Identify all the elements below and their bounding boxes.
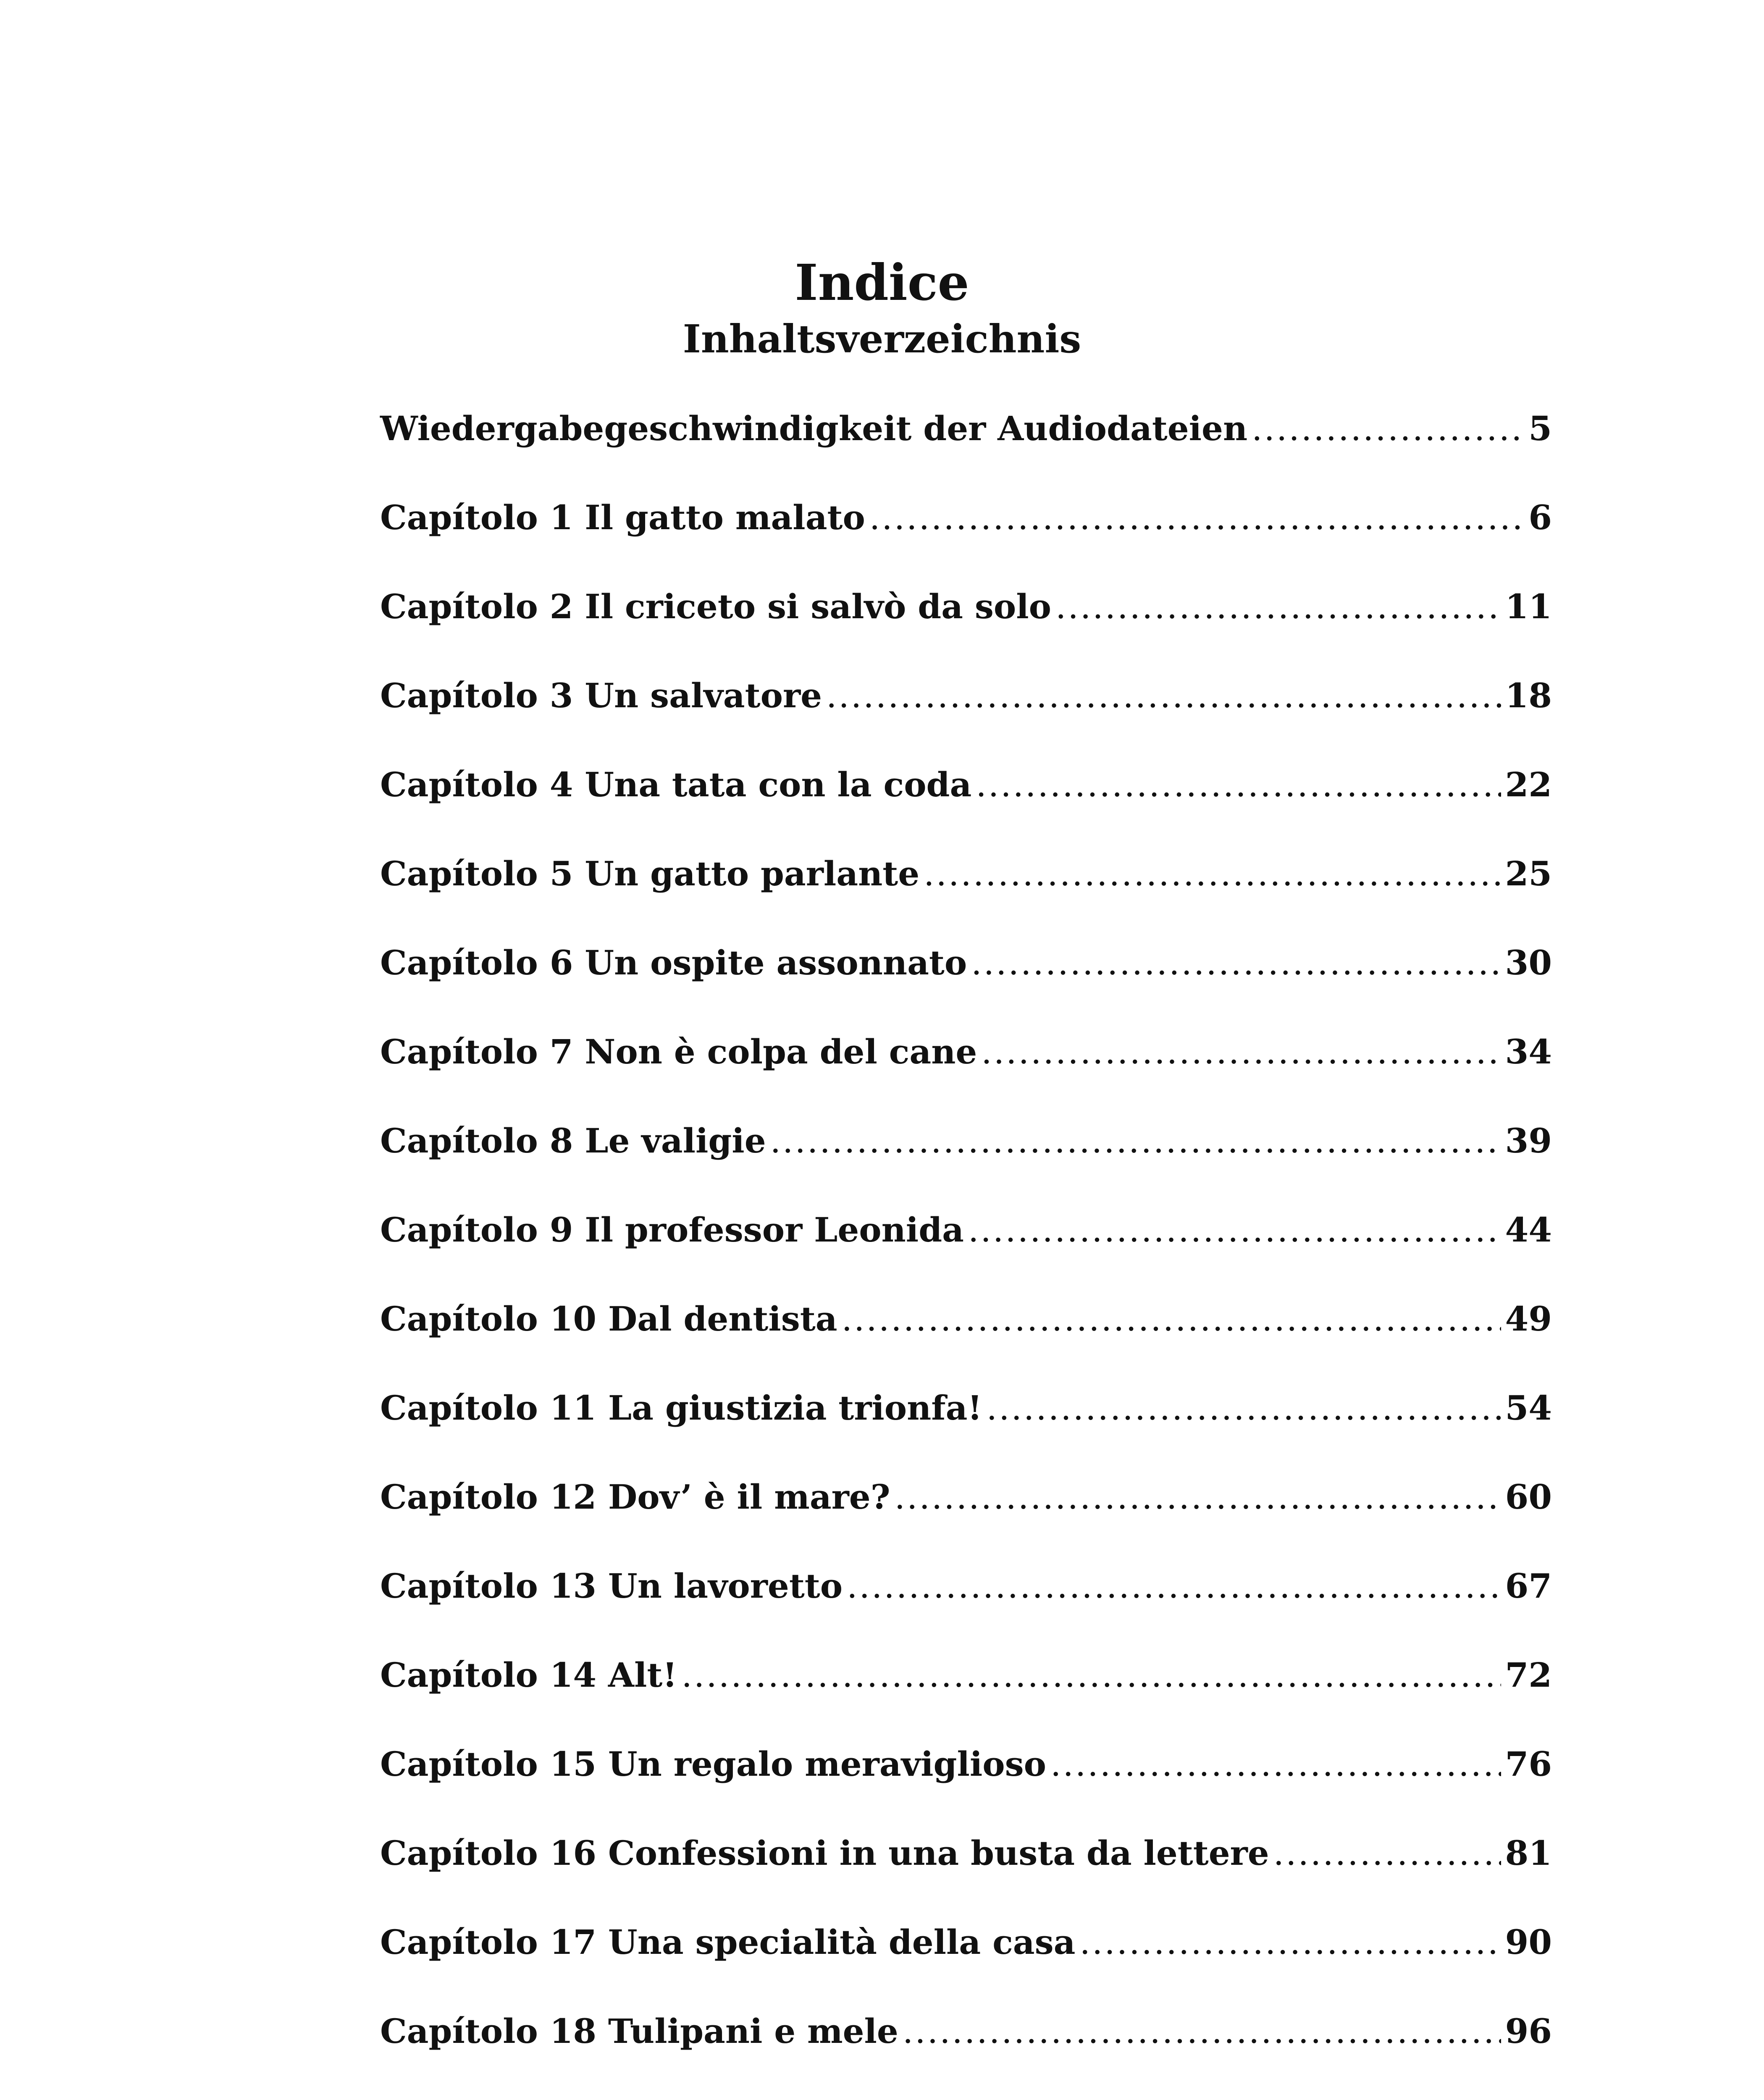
toc-entry[interactable] xyxy=(380,403,1552,492)
toc-entry[interactable] xyxy=(380,492,1552,581)
toc-entry-label: Capítolo 13 Un lavoretto xyxy=(380,1566,843,1606)
toc-entry-page xyxy=(1482,2095,1552,2100)
toc-entry-label: Capítolo 12 Dov’ è il mare? xyxy=(380,1477,890,1517)
toc-entry[interactable] xyxy=(380,2095,1552,2100)
toc-entry-label xyxy=(380,2095,707,2100)
toc-entry[interactable] xyxy=(380,1294,1552,1383)
page-subtitle: Inhaltsverzeichnis xyxy=(682,316,1082,362)
toc-entry-label: Capítolo 18 Tulipani e mele xyxy=(380,2011,898,2051)
toc-entry-page: 25 xyxy=(1505,854,1552,893)
toc-entry-page: 81 xyxy=(1505,1833,1552,1873)
toc-entry[interactable] xyxy=(380,1116,1552,1205)
toc-leader-dots xyxy=(1273,1828,1501,1879)
toc-entry-label: Capítolo 11 La giustizia trionfa! xyxy=(380,1388,982,1428)
toc-leader-dots xyxy=(869,493,1524,543)
toc-entry-page: 5 xyxy=(1528,409,1552,448)
toc-entry[interactable] xyxy=(380,1472,1552,1561)
toc-entry-label: Capítolo 8 Le valigie xyxy=(380,1121,766,1160)
toc-entry-page: 39 xyxy=(1505,1121,1552,1160)
toc-leader-dots xyxy=(1252,404,1524,454)
toc-leader-dots xyxy=(681,1650,1501,1701)
toc-entry-label: Capítolo 15 Un regalo meraviglioso xyxy=(380,1744,1047,1784)
toc-entry-label: Capítolo 4 Una tata con la coda xyxy=(380,765,972,804)
toc-entry-page: 49 xyxy=(1505,1299,1552,1339)
toc-leader-dots xyxy=(711,2095,1478,2100)
toc-entry-page: 22 xyxy=(1505,765,1552,804)
page-title: Indice xyxy=(795,253,969,312)
toc-entry-page: 11 xyxy=(1505,587,1552,626)
toc-entry[interactable] xyxy=(380,848,1552,937)
toc-entry-page: 67 xyxy=(1505,1566,1552,1606)
toc-entry-label: Capítolo 16 Confessioni in una busta da lettere xyxy=(380,1833,1269,1873)
toc-entry-page: 18 xyxy=(1505,676,1552,715)
toc-entry-label: Capítolo 7 Non è colpa del cane xyxy=(380,1032,977,1071)
toc-leader-dots xyxy=(903,2006,1501,2057)
toc-entry-label: Capítolo 17 Una specialità della casa xyxy=(380,1922,1076,1962)
toc-leader-dots xyxy=(1050,1739,1501,1790)
toc-leader-dots xyxy=(826,671,1501,721)
toc-leader-dots xyxy=(1080,1917,1501,1968)
toc-leader-dots xyxy=(987,1383,1501,1433)
toc-leader-dots xyxy=(976,760,1501,810)
toc-entry-label: Capítolo 5 Un gatto parlante xyxy=(380,854,920,893)
toc-entry-page: 6 xyxy=(1528,498,1552,537)
table-of-contents xyxy=(380,403,1552,2100)
toc-entry-page: 54 xyxy=(1505,1388,1552,1428)
toc-entry[interactable] xyxy=(380,1739,1552,1828)
toc-entry-label: Capítolo 3 Un salvatore xyxy=(380,676,822,715)
toc-entry-label: Capítolo 1 Il gatto malato xyxy=(380,498,865,537)
toc-entry-page: 44 xyxy=(1505,1210,1552,1250)
toc-entry[interactable] xyxy=(380,1205,1552,1294)
toc-entry[interactable] xyxy=(380,1383,1552,1472)
toc-entry[interactable] xyxy=(380,1828,1552,1917)
toc-entry[interactable] xyxy=(380,937,1552,1026)
toc-entry[interactable] xyxy=(380,1650,1552,1739)
toc-entry[interactable] xyxy=(380,759,1552,848)
toc-entry[interactable] xyxy=(380,1026,1552,1116)
toc-entry-page: 60 xyxy=(1505,1477,1552,1517)
toc-entry[interactable] xyxy=(380,1917,1552,2006)
toc-entry-label: Capítolo 14 Alt! xyxy=(380,1655,677,1695)
toc-entry-page: 76 xyxy=(1505,1744,1552,1784)
toc-entry-label: Capítolo 10 Dal dentista xyxy=(380,1299,837,1339)
toc-entry-page: 34 xyxy=(1505,1032,1552,1071)
toc-leader-dots xyxy=(770,1116,1501,1166)
toc-entry-page: 96 xyxy=(1505,2011,1552,2051)
toc-entry[interactable] xyxy=(380,581,1552,670)
toc-entry-page: 90 xyxy=(1505,1922,1552,1962)
toc-leader-dots xyxy=(924,849,1501,899)
toc-entry-label: Capítolo 9 Il professor Leonida xyxy=(380,1210,964,1250)
toc-entry[interactable] xyxy=(380,2006,1552,2095)
toc-leader-dots xyxy=(968,1205,1501,1255)
toc-entry-label: Capítolo 6 Un ospite assonnato xyxy=(380,943,967,982)
toc-entry-page: 30 xyxy=(1505,943,1552,982)
toc-leader-dots xyxy=(847,1561,1501,1612)
toc-entry[interactable] xyxy=(380,670,1552,759)
toc-leader-dots xyxy=(971,938,1501,988)
toc-leader-dots xyxy=(895,1472,1501,1522)
toc-entry-label: Capítolo 2 Il criceto si salvò da solo xyxy=(380,587,1051,626)
toc-leader-dots xyxy=(1055,582,1501,632)
toc-entry-label: Wiedergabegeschwindigkeit der Audiodateien xyxy=(380,409,1248,448)
toc-entry-page: 72 xyxy=(1505,1655,1552,1695)
toc-entry[interactable] xyxy=(380,1561,1552,1650)
toc-leader-dots xyxy=(981,1027,1501,1077)
toc-leader-dots xyxy=(842,1294,1501,1344)
